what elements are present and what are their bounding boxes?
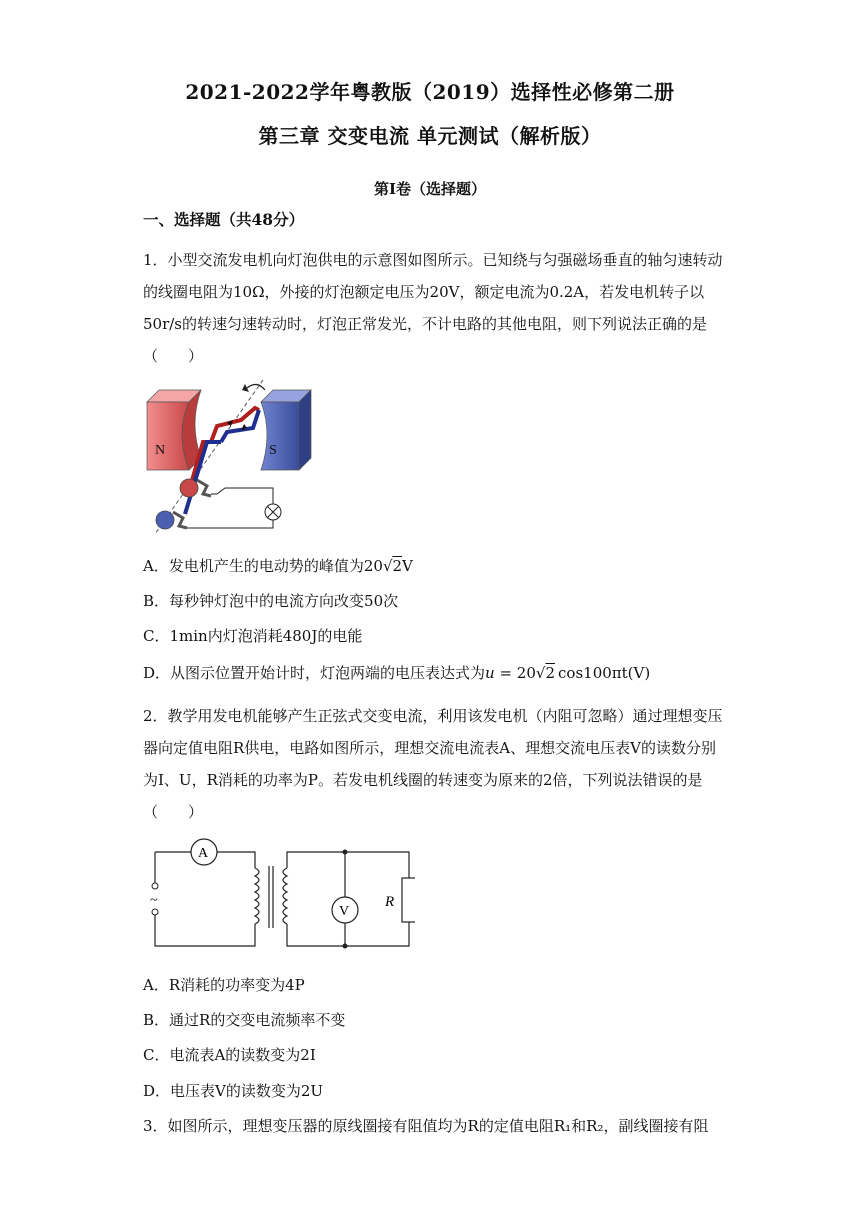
slip-ring-blue [156, 511, 174, 529]
magnet-s [261, 390, 311, 470]
magnet-n [147, 390, 201, 470]
question-1-text: 1．小型交流发电机向灯泡供电的示意图如图所示。已知绕与匀强磁场垂直的轴匀速转动的线圈电阻为10Ω，外接的灯泡额定电压为20V，额定电流为0.2A，若发电机转子以50r/s的转速匀速转动时，灯泡正常发光，不计电路的其他电阻，则下列说法正确的是（ ） [143, 251, 723, 365]
transformer-circuit-figure [145, 838, 415, 954]
rotation-arrow [247, 384, 265, 390]
lamp-symbol [265, 504, 281, 520]
svg-text:R: R [385, 894, 395, 910]
volume-title: 第Ⅰ卷（选择题） [373, 180, 487, 198]
coil-loop [185, 408, 259, 514]
sqrt-symbol: √ [382, 557, 393, 575]
q1-option-d: D．从图示位置开始计时，灯泡两端的电压表达式为u = 20√2 cos100πt(V) [143, 664, 651, 682]
doc-title-line2: 第三章 交变电流 单元测试（解析版） [258, 124, 602, 148]
svg-text:~: ~ [150, 893, 158, 908]
label-n: N [155, 443, 166, 458]
resistor [384, 878, 415, 922]
voltmeter [332, 897, 358, 923]
slip-ring-red [180, 479, 198, 497]
q2-option-b: B．通过R的交变电流频率不变 [143, 1011, 346, 1029]
section-title: 一、选择题（共48分） [143, 210, 305, 229]
q1-option-b: B．每秒钟灯泡中的电流方向改变50次 [143, 592, 399, 610]
question-2-text: 2．教学用发电机能够产生正弦式交变电流，利用该发电机（内阻可忽略）通过理想变压器向定值电阻R供电，电路如图所示，理想交流电流表A、理想交流电压表V的读数分别为I、U，R消耗的功率为P。若发电机线圈的转速变为原来的2倍，下列说法错误的是（ ） [143, 707, 723, 821]
q2-option-a: A．R消耗的功率变为4P [143, 976, 305, 994]
q2-option-d: D．电压表V的读数变为2U [143, 1082, 324, 1100]
svg-text:A: A [198, 846, 209, 861]
q2-option-c: C．电流表A的读数变为2I [143, 1046, 316, 1064]
q1-option-c: C．1min内灯泡消耗480J的电能 [143, 627, 363, 645]
doc-title-line1: 2021-2022学年粤教版（2019）选择性必修第二册 [185, 80, 675, 104]
svg-text:V: V [339, 904, 350, 919]
question-3-text: 3．如图所示，理想变压器的原线圈接有阻值均为R的定值电阻R₁和R₂，副线圈接有阻 [143, 1117, 709, 1135]
ammeter [191, 839, 217, 865]
q1-option-a: A．发电机产生的电动势的峰值为20√2V [143, 557, 413, 575]
generator-figure [143, 376, 318, 536]
ac-source [150, 883, 158, 915]
label-s: S [269, 443, 277, 458]
